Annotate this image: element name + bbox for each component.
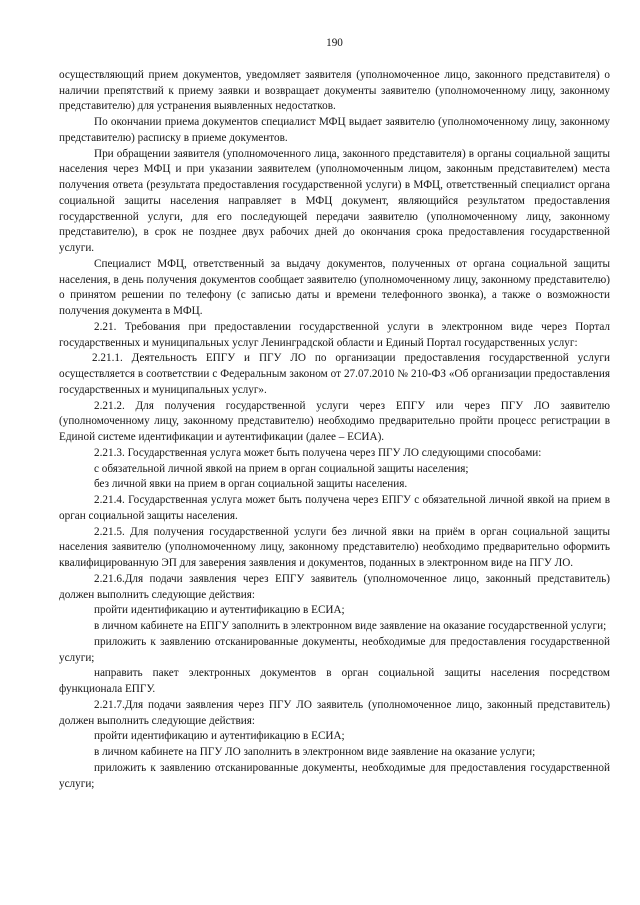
paragraph: Специалист МФЦ, ответственный за выдачу документов, полученных от органа социальной защиты населения, в день получения документов сообщает заявителю (уполномоченному лицу, законному представителю) о принятом решении по телефону (с записью даты и времени телефонного звонка), а также о возможности получения документа в МФЦ. — [59, 257, 610, 317]
paragraph: приложить к заявлению отсканированные документы, необходимые для предоставления государственной услуги; — [59, 761, 610, 790]
page-number: 190 — [326, 37, 343, 49]
paragraph: 2.21.5. Для получения государственной услуги без личной явки на приём в орган социальной защиты населения заявителю (уполномоченному лицу, законному представителю) необходимо предварительно оформить квалифицированную ЭП для заверения заявления и документов, поданных в электронном виде на ПГУ ЛО. — [59, 525, 610, 569]
paragraph: осуществляющий прием документов, уведомляет заявителя (уполномоченное лицо, законного представителя) о наличии препятствий к приему заявки и возвращает документы заявителю (уполномоченному лицу, законному представителю) для устранения выявленных недостатков. — [59, 68, 610, 113]
paragraph: 2.21.6.Для подачи заявления через ЕПГУ заявитель (уполномоченное лицо, законный представитель) должен выполнить следующие действия: — [59, 572, 610, 601]
paragraph: с обязательной личной явкой на прием в орган социальной защиты населения; — [94, 462, 469, 475]
paragraph: пройти идентификацию и аутентификацию в ЕСИА; — [94, 730, 345, 743]
paragraph: При обращении заявителя (уполномоченного лица, законного представителя) в органы социальной защиты населения через МФЦ и при указании заявителем (уполномоченным лицом, законным представителем) места получения ответа (результата предоставления государственной услуги) в МФЦ, ответственный специалист органа социальной защиты населения направляет в МФЦ документ, являющийся результатом предоставления государственной услуги, для его последующей передачи заявителю (уполномоченному лицу, законному представителю), в срок не позднее двух рабочих дней до окончания срока предоставления государственной услуги. — [59, 147, 610, 254]
paragraph: в личном кабинете на ЕПГУ заполнить в электронном виде заявление на оказание государственной услуги; — [94, 620, 607, 632]
paragraph: 2.21.4. Государственная услуга может быть получена через ЕПГУ с обязательной личной явкой на прием в орган социальной защиты населения. — [59, 494, 610, 522]
paragraph: 2.21.7.Для подачи заявления через ПГУ ЛО заявитель (уполномоченное лицо, законный представитель) должен выполнить следующие действия: — [59, 698, 610, 727]
paragraph: в личном кабинете на ПГУ ЛО заполнить в электронном виде заявление на оказание услуги; — [94, 746, 536, 758]
paragraph: По окончании приема документов специалист МФЦ выдает заявителю (уполномоченному лицу, законному представителю) расписку в приеме документов. — [59, 116, 610, 144]
paragraph: 2.21. Требования при предоставлении государственной услуги в электронном виде через Портал государственных и муниципальных услуг Ленинградской области и Единый Портал государственных услуг: — [59, 320, 610, 349]
paragraph: направить пакет электронных документов в орган социальной защиты населения посредством функционала ЕПГУ. — [59, 667, 610, 695]
paragraph: 2.21.3. Государственная услуга может быть получена через ПГУ ЛО следующими способами: — [94, 446, 542, 459]
paragraph: пройти идентификацию и аутентификацию в ЕСИА; — [94, 604, 345, 617]
paragraph: 2.21.2. Для получения государственной услуги через ЕПГУ или через ПГУ ЛО заявителю (уполномоченному лицу, законному представителю) необходимо предварительно пройти процесс регистрации в Единой системе идентификации и аутентификации (далее – ЕСИА). — [59, 399, 610, 443]
paragraph: приложить к заявлению отсканированные документы, необходимые для предоставления государственной услуги; — [59, 635, 610, 664]
paragraph: 2.21.1. Деятельность ЕПГУ и ПГУ ЛО по организации предоставления государственной услуги осуществляется в соответствии с Федеральным законом от 27.07.2010 № 210-ФЗ «Об организации предоставления государственных и муниципальных услуг». — [59, 352, 610, 396]
paragraph: без личной явки на прием в орган социальной защиты населения. — [94, 478, 408, 491]
